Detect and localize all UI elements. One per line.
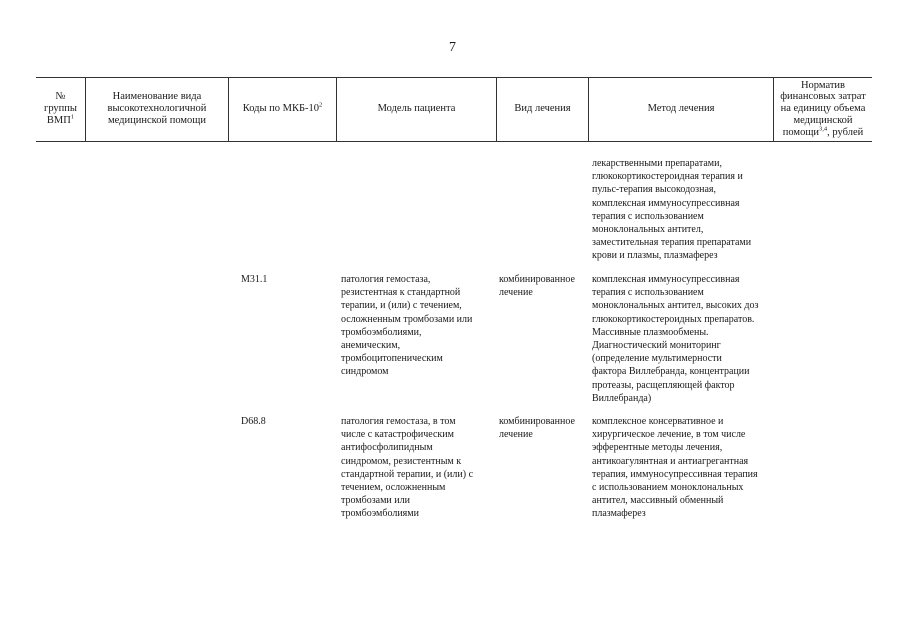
treatment-type-text: комбинированное лечение	[499, 274, 575, 299]
patient-model-text: патология гемостаза, резистентная к стандартной терапии, и (или) с течением, осложненным тромбозами или тромбоэмболиями, анемическим, тромбоцитопеническим синдромом	[341, 274, 473, 378]
icd-code: M31.1	[241, 274, 268, 285]
header-cost-standard: Норматив финансовых затрат на единицу объема медицинской помощи$^{3,4}$, рублей	[780, 79, 866, 138]
patient-model-text: патология гемостаза, в том числе с катастрофическим антифосфолипидным синдромом, резистентным к стандартной терапии, и (или) с течением, осложненным тромбозами или тромбоэмболиями	[341, 416, 474, 520]
page-number: 7	[449, 40, 456, 55]
treatment-method-text: комплексная иммуносупрессивная терапия с использованием моноклональных антител, высоких доз глюкокортикостероидных препаратов. Массивные плазмообмены. Диагностический мониторинг (определение мультимерности фактора Виллебранда, концентрации протеазы, расщепляющей фактор Виллебранда)	[592, 274, 759, 404]
table-header-bottom-rule	[36, 141, 872, 142]
header-treatment-method: Метод лечения	[647, 103, 715, 115]
header-care-type: Наименование вида высокотехнологичной медицинской помощи	[107, 91, 207, 126]
header-icd-codes: Коды по МКБ-$10^2$	[242, 101, 323, 115]
header-treatment-type: Вид лечения	[514, 103, 571, 115]
treatment-method-text: комплексное консервативное и хирургическое лечение, в том числе эфферентные методы лечения, антикоагулянтная и антиагрегантная терапия, иммуносупрессивная терапия с использованием моноклональных антител, массивный обменный плазмаферез	[592, 416, 758, 520]
treatment-method-text: лекарственными препаратами, глюкокортикостероидная терапия и пульс-терапия высокодозная, комплексная иммуносупрессивная терапия с использованием моноклональных антител, заместительная терапия препаратами крови и плазмы, плазмаферез	[592, 158, 752, 262]
treatment-type-text: комбинированное лечение	[499, 416, 575, 441]
icd-code: D68.8	[241, 416, 266, 427]
header-group-number: № группы ВМП$^1$	[44, 91, 77, 126]
header-patient-model: Модель пациента	[377, 103, 456, 115]
